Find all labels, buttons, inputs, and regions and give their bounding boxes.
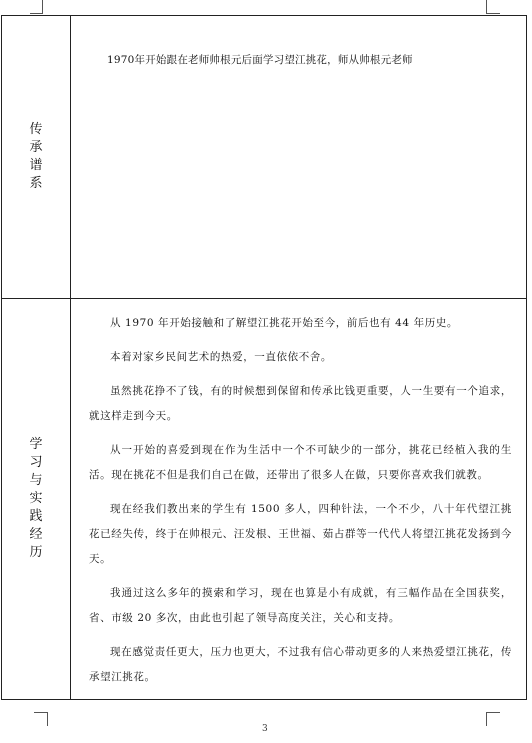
lineage-row — [2, 16, 527, 299]
experience-paragraph: 虽然挑花挣不了钱，有的时候想到保留和传承比钱更重要，人一生要有一个追求，就这样走到今天。 — [89, 385, 512, 422]
crop-mark-top-right-h — [486, 13, 500, 14]
lineage-text: 1970年开始跟在老师帅根元后面学习望江挑花，师从帅根元老师 — [107, 54, 413, 66]
crop-mark-bottom-left-v — [47, 712, 48, 726]
experience-paragraph: 从 1970 年开始接触和了解望江挑花开始至今，前后也有 44 年历史。 — [110, 317, 459, 329]
experience-paragraph: 我通过这么多年的摸索和学习，现在也算是小有成就，有三幅作品在全国获奖，省、市级 20 多次，由此也引起了领导高度关注，关心和支持。 — [89, 587, 512, 624]
lineage-content-cell — [71, 16, 527, 299]
crop-mark-top-right-v — [486, 0, 487, 14]
label-char: 学 — [29, 437, 43, 452]
experience-label-cell — [2, 299, 71, 700]
lineage-label-cell — [2, 16, 71, 299]
crop-mark-top-left-v — [42, 0, 43, 14]
page-number: 3 — [262, 724, 268, 734]
label-char: 历 — [29, 545, 43, 560]
experience-row — [2, 299, 527, 700]
experience-paragraph: 现在感觉责任更大，压力也更大，不过我有信心带动更多的人来热爱望江挑花，传承望江挑花。 — [89, 646, 512, 683]
experience-paragraph: 从一开始的喜爱到现在作为生活中一个不可缺少的一部分，挑花已经植入我的生活。现在挑花不但是我们自己在做，还带出了很多人在做，只要你喜欢我们就教。 — [89, 444, 512, 481]
label-char: 承 — [29, 140, 43, 155]
experience-content-cell — [71, 299, 527, 700]
label-char: 传 — [29, 122, 43, 137]
label-char: 经 — [29, 527, 43, 542]
label-char: 习 — [29, 455, 43, 470]
experience-text — [71, 299, 526, 690]
label-char: 谱 — [29, 158, 43, 173]
crop-mark-bottom-right-h — [486, 712, 500, 713]
experience-paragraph: 本着对家乡民间艺术的热爱，一直依依不舍。 — [110, 351, 332, 363]
label-char: 践 — [29, 509, 43, 524]
crop-mark-top-left-h — [30, 13, 43, 14]
label-char: 系 — [29, 176, 43, 191]
experience-paragraph: 现在经我们教出来的学生有 1500 多人，四种针法，一个不少，八十年代望江挑花已经失传，终于在帅根元、汪发根、王世福、茹占群等一代代人将望江挑花发扬到今天。 — [89, 503, 512, 565]
experience-label — [2, 436, 70, 562]
label-char: 实 — [29, 491, 43, 506]
crop-mark-bottom-left-h — [34, 712, 48, 713]
label-char: 与 — [29, 473, 43, 488]
form-table — [1, 15, 527, 700]
lineage-label — [2, 121, 70, 193]
crop-mark-bottom-right-v — [486, 712, 487, 726]
